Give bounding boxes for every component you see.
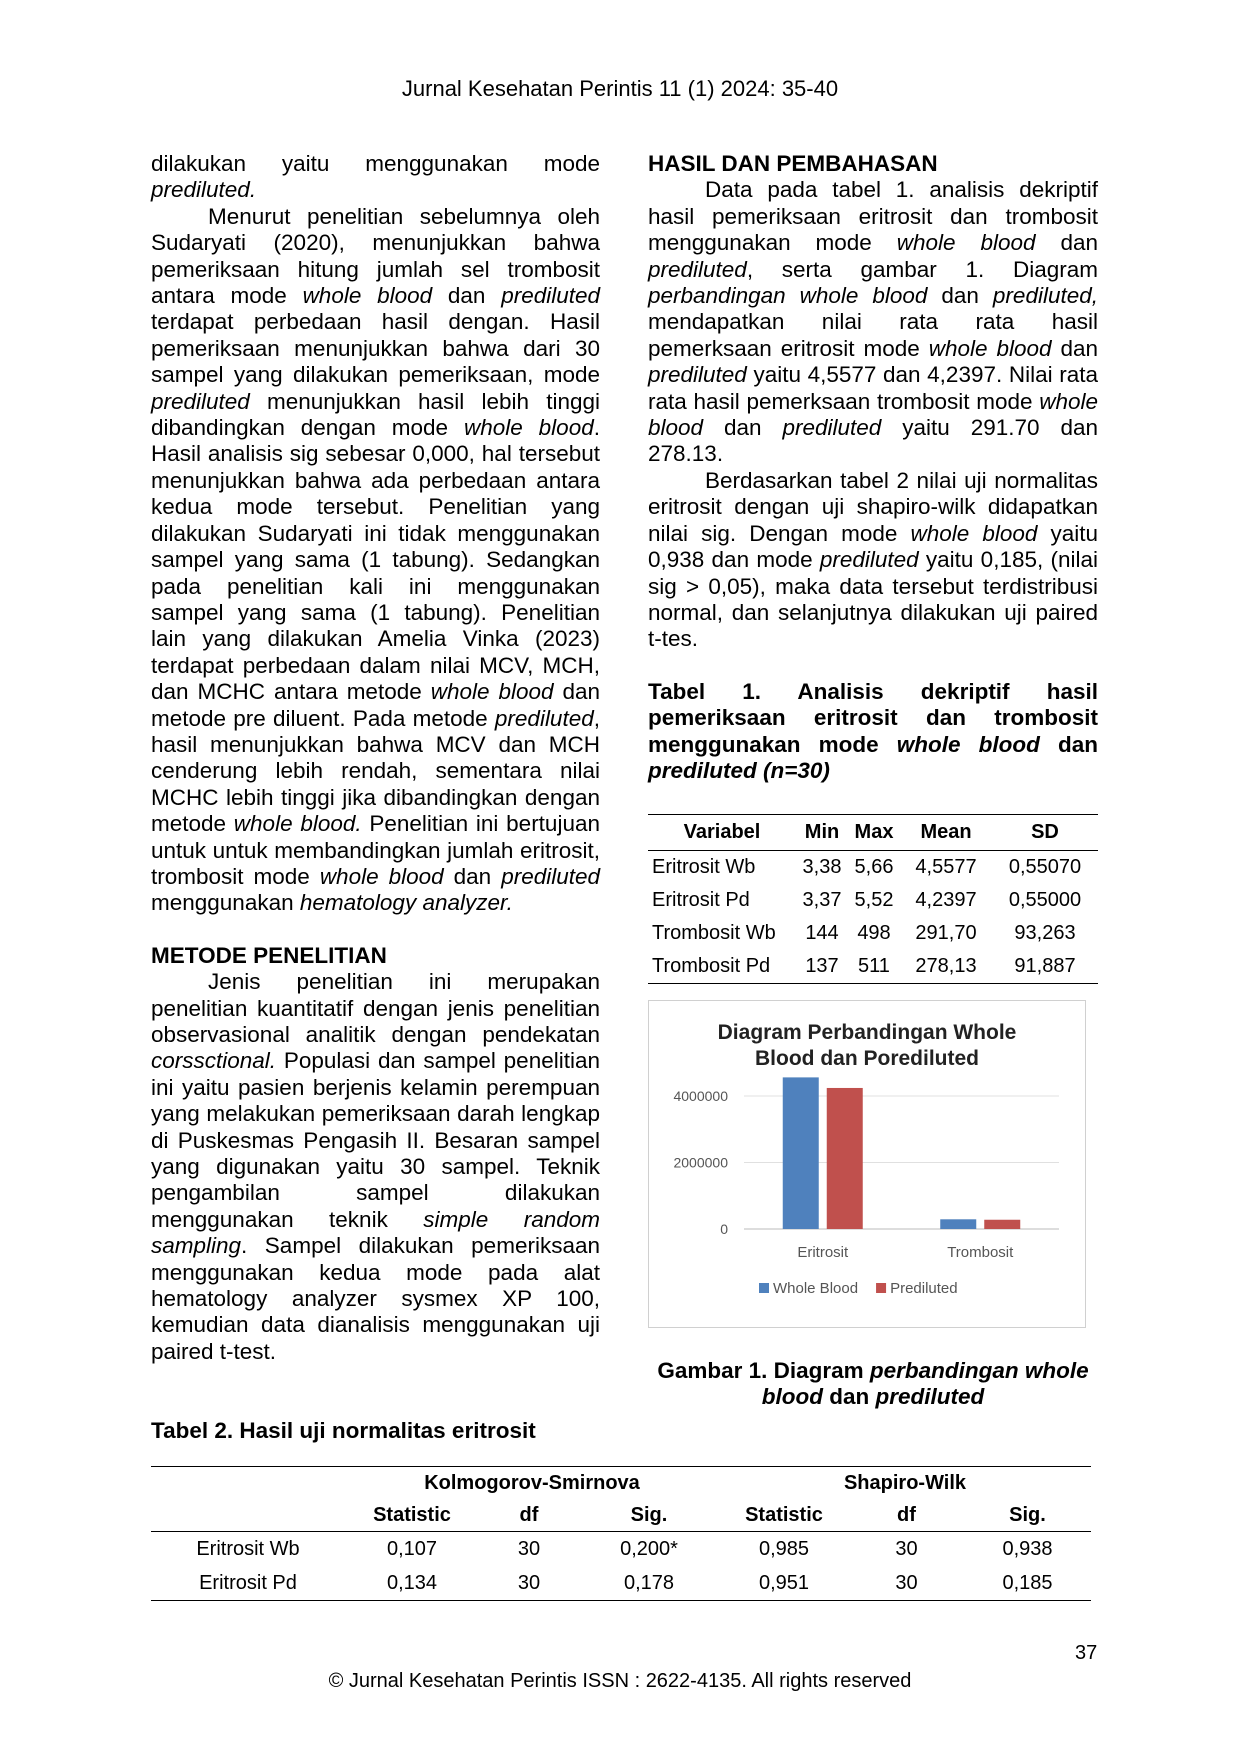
- table2-cell: 0,178: [579, 1566, 719, 1601]
- table1-caption: Tabel 1. Analisis dekriptif hasil pemeriksaan eritrosit dan trombosit menggunakan mode whole blood dan prediluted (n=30): [648, 678, 1098, 783]
- table2-empty-header: [151, 1499, 345, 1532]
- table1-cell: 278,13: [900, 950, 992, 984]
- table2-subheader: Statistic: [345, 1499, 479, 1532]
- table1-cell: 511: [848, 950, 900, 984]
- paragraph: Menurut penelitian sebelumnya oleh Sudaryati (2020), menunjukkan bahwa pemeriksaan hitung jumlah sel trombosit antara mode whole blood dan prediluted terdapat perbedaan hasil dengan. Hasil pemeriksaan menunjukkan bahwa dari 30 sampel yang dilakukan pemeriksaan, mode prediluted menunjukkan hasil lebih tinggi dibandingkan dengan mode whole blood. Hasil analisis sig sebesar 0,000, hal tersebut menunjukkan bahwa ada perbedaan antara kedua mode tersebut. Penelitian yang dilakukan Sudaryati ini tidak menggunakan sampel yang sama (1 tabung). Sedangkan pada penelitian kali ini menggunakan sampel yang sama (1 tabung). Penelitian lain yang dilakukan Amelia Vinka (2023) terdapat perbedaan dalam nilai MCV, MCH, dan MCHC antara metode whole blood dan metode pre diluent. Pada metode prediluted, hasil menunjukkan bahwa MCV dan MCH cenderung lebih rendah, sementara nilai MCHC lebih tinggi jika dibandingkan dengan metode whole blood. Penelitian ini bertujuan untuk untuk membandingkan jumlah eritrosit, trombosit mode whole blood dan prediluted menggunakan hematology analyzer.: [151, 203, 601, 916]
- table2-cell: 0,200*: [620, 1537, 678, 1560]
- table2-cell: Eritrosit Wb: [196, 1537, 300, 1560]
- bar-chart: [648, 1000, 1086, 1328]
- chart-title-line: Diagram Perbandingan Whole: [717, 1021, 1017, 1044]
- bar-trombosit-whole-blood: [940, 1219, 976, 1229]
- table1-cell: 498: [857, 922, 891, 945]
- table1-header-row: [648, 815, 1098, 850]
- paragraph: dilakukan yaitu menggunakan mode prediluted.: [151, 151, 600, 203]
- table2-cell: Eritrosit Pd: [151, 1566, 345, 1601]
- legend-label: Whole Blood: [773, 1280, 859, 1297]
- table1-cell: 3,37: [802, 889, 842, 912]
- table2-group-header: Shapiro-Wilk: [719, 1467, 1091, 1500]
- table1-cell: Trombosit Pd: [648, 950, 796, 984]
- y-tick-label: 0: [720, 1221, 728, 1237]
- figure-caption: Gambar 1. Diagram perbandingan whole blood dan prediluted: [657, 1358, 1089, 1410]
- table2-subheader: df: [479, 1499, 579, 1532]
- table2-subheader: Sig.: [579, 1499, 719, 1532]
- bar-eritrosit-prediluted: [827, 1088, 863, 1229]
- paragraph: Data pada tabel 1. analisis dekriptif hasil pemeriksaan eritrosit dan trombosit menggunakan mode whole blood dan prediluted, serta gambar 1. Diagram perbandingan whole blood dan prediluted, mendapatkan nilai rata rata hasil pemerksaan eritrosit mode whole blood dan prediluted yaitu 4,5577 dan 4,2397. Nilai rata rata hasil pemerksaan trombosit mode whole blood dan prediluted yaitu 291.70 dan 278.13.: [648, 177, 1099, 467]
- table2-cell: 0,951: [719, 1566, 849, 1601]
- legend-label: Prediluted: [890, 1280, 958, 1297]
- page-number: 37: [1075, 1642, 1098, 1664]
- y-tick-label: 2000000: [673, 1154, 728, 1171]
- table1-row: [648, 850, 1098, 884]
- table1-header: Max: [848, 815, 900, 850]
- table1-header: Variabel: [648, 815, 796, 850]
- bar-chart-svg: [649, 1001, 1085, 1327]
- table2-cell: 0,185: [964, 1566, 1091, 1601]
- table1-cell: 144: [805, 922, 839, 945]
- legend-swatch: [876, 1283, 886, 1293]
- left-column: [151, 151, 600, 1365]
- table1-cell: 137: [796, 950, 848, 984]
- legend-swatch: [759, 1283, 769, 1293]
- section-heading-hasil: HASIL DAN PEMBAHASAN: [648, 151, 938, 176]
- table1-cell: 4,2397: [915, 889, 977, 912]
- bar-trombosit-prediluted: [984, 1220, 1020, 1229]
- table2-subheader: df: [849, 1499, 964, 1532]
- right-column: [648, 151, 1098, 984]
- table2-cell: 30: [849, 1566, 964, 1601]
- table2-cell: 0,107: [386, 1537, 438, 1560]
- table2-cell: 0,985: [758, 1537, 810, 1560]
- table2-row: [151, 1532, 1091, 1567]
- table2-subheader: Sig.: [964, 1499, 1091, 1532]
- table1-cell: 5,52: [854, 889, 894, 912]
- table2-cell: 0,134: [345, 1566, 479, 1601]
- table2-caption: Tabel 2. Hasil uji normalitas eritrosit: [151, 1418, 536, 1443]
- table1-cell: 91,887: [992, 950, 1098, 984]
- table2-group-row: [151, 1467, 1091, 1500]
- bar-eritrosit-whole-blood: [783, 1077, 819, 1229]
- table2-subheader-row: [151, 1499, 1091, 1532]
- table2-cell: 0,938: [1002, 1537, 1053, 1560]
- running-header: Jurnal Kesehatan Perintis 11 (1) 2024: 35-40: [401, 76, 839, 101]
- table1-cell: 0,55000: [1008, 889, 1082, 912]
- table2: [151, 1466, 1091, 1601]
- table2-cell: 30: [479, 1566, 579, 1601]
- copyright-footer: © Jurnal Kesehatan Perintis ISSN : 2622-4135. All rights reserved: [328, 1670, 912, 1692]
- table2-empty-header: [151, 1467, 345, 1500]
- table1-cell: 93,263: [1014, 922, 1076, 945]
- table1-header: SD: [992, 815, 1098, 850]
- table1-row: [648, 950, 1098, 984]
- x-tick-label: Trombosit: [947, 1244, 1014, 1261]
- table1: [648, 814, 1098, 983]
- table1-cell: 4,5577: [915, 856, 977, 879]
- x-tick-label: Eritrosit: [797, 1244, 849, 1261]
- table1-cell: 5,66: [854, 856, 894, 879]
- table1-cell: Trombosit Wb: [652, 922, 776, 945]
- table1-cell: Eritrosit Pd: [652, 889, 750, 912]
- table1-cell: 291,70: [915, 922, 977, 945]
- table2-group-header: Kolmogorov-Smirnova: [345, 1467, 719, 1500]
- table2-cell: 30: [517, 1537, 541, 1560]
- section-heading-metode: METODE PENELITIAN: [151, 942, 387, 968]
- table1-row: [648, 884, 1098, 917]
- paragraph: Jenis penelitian ini merupakan penelitian kuantitatif dengan jenis penelitian observasional analitik dengan pendekatan corssctional. Populasi dan sampel penelitian ini yaitu pasien berjenis kelamin perempuan yang melakukan pemeriksaan darah lengkap di Puskesmas Pengasih II. Besaran sampel yang digunakan yaitu 30 sampel. Teknik pengambilan sampel dilakukan menggunakan teknik simple random sampling. Sampel dilakukan pemeriksaan menggunakan kedua mode pada alat hematology analyzer sysmex XP 100, kemudian data dianalisis menggunakan uji paired t-test.: [151, 969, 600, 1364]
- chart-title-line: Blood dan Porediluted: [755, 1047, 979, 1070]
- table2-subheader: Statistic: [719, 1499, 849, 1532]
- table1-cell: 3,38: [802, 856, 842, 879]
- table2-row: [151, 1566, 1091, 1601]
- table1-cell: 0,55070: [1008, 856, 1082, 879]
- table2-cell: 30: [895, 1537, 918, 1560]
- table1-cell: Eritrosit Wb: [652, 856, 756, 879]
- table1-header: Min: [796, 815, 848, 850]
- y-tick-label: 4000000: [673, 1087, 728, 1104]
- paragraph: Berdasarkan tabel 2 nilai uji normalitas eritrosit dengan uji shapiro-wilk didapatkan nilai sig. Dengan mode whole blood yaitu 0,938 dan mode prediluted yaitu 0,185, (nilai sig > 0,05), maka data tersebut terdistribusi normal, dan selanjutnya dilakukan uji paired t-tes.: [648, 467, 1099, 652]
- table1-header: Mean: [900, 815, 992, 850]
- table1-row: [648, 917, 1098, 950]
